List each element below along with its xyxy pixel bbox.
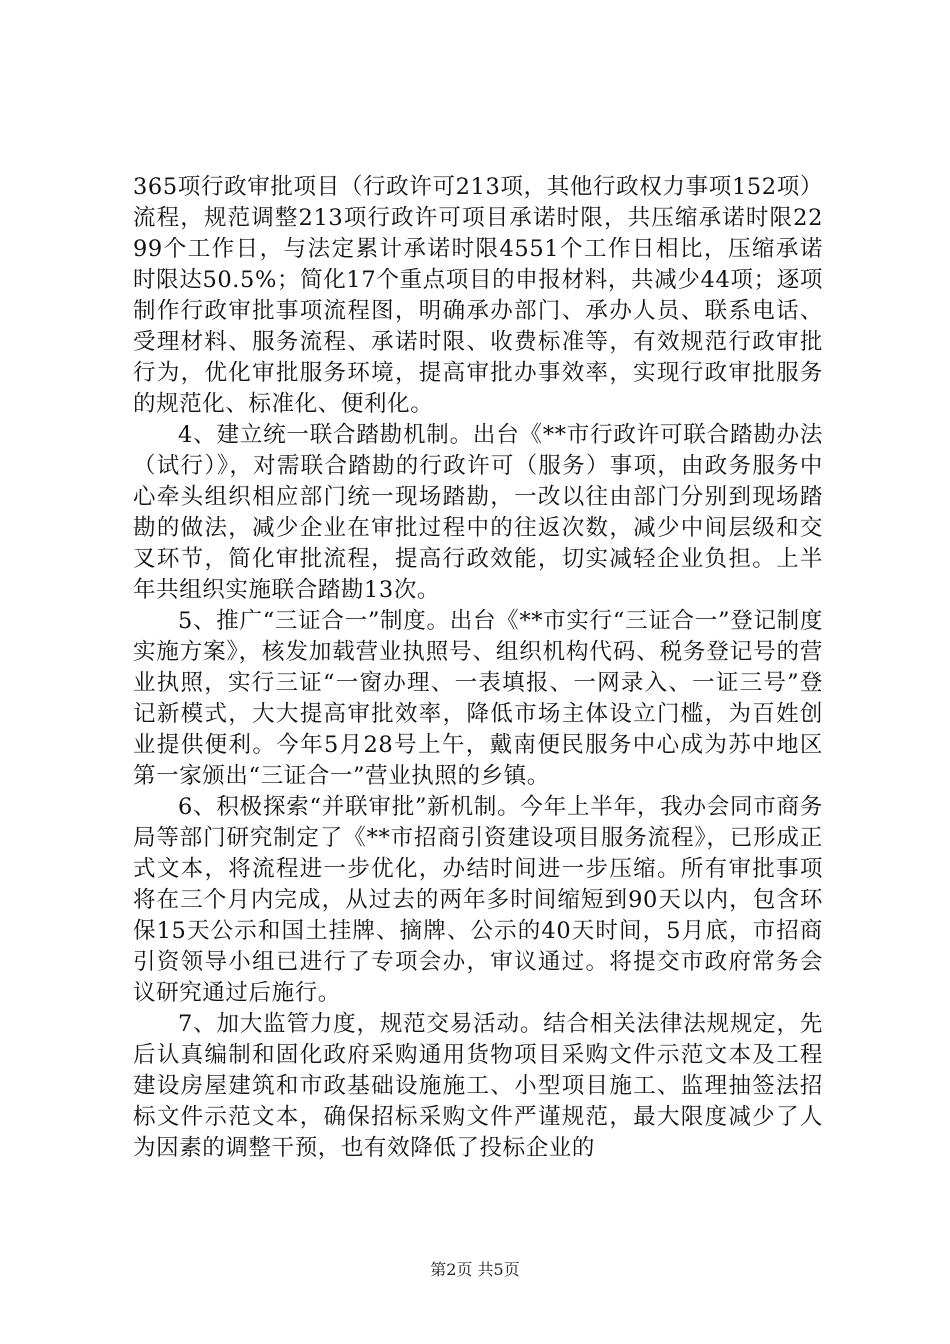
document-body bbox=[133, 172, 823, 1164]
paragraph-item-4: 4、建立统一联合踏勘机制。出台《**市行政许可联合踏勘办法（试行）》，对需联合踏勘的行政许可（服务）事项，由政务服务中心牵头组织相应部门统一现场踏勘，一改以往由部门分别到现场踏勘的做法，减少企业在审批过程中的往返次数，减少中间层级和交叉环节，简化审批流程，提高行政效能，切实减轻企业负担。上半年共组织实施联合踏勘13次。 bbox=[133, 422, 823, 603]
paragraph-item-6: 6、积极探索“并联审批”新机制。今年上半年，我办会同市商务局等部门研究制定了《**市招商引资建设项目服务流程》，已形成正式文本，将流程进一步优化，办结时间进一步压缩。所有审批事项将在三个月内完成，从过去的两年多时间缩短到90天以内，包含环保15天公示和国土挂牌、摘牌、公示的40天时间，5月底，市招商引资领导小组已进行了专项会办，审议通过。将提交市政府常务会议研究通过后施行。 bbox=[133, 794, 823, 1006]
paragraph-continuation: 365项行政审批项目（行政许可213项，其他行政权力事项152项）流程，规范调整213项行政许可项目承诺时限，共压缩承诺时限2299个工作日，与法定累计承诺时限4551个工作日相比，压缩承诺时限达50.5%；简化17个重点项目的申报材料，共减少44项；逐项制作行政审批事项流程图，明确承办部门、承办人员、联系电话、受理材料、服务流程、承诺时限、收费标准等，有效规范行政审批行为，优化审批服务环境，提高审批办事效率，实现行政审批服务的规范化、标准化、便利化。 bbox=[133, 174, 823, 417]
paragraph-item-7: 7、加大监管力度，规范交易活动。结合相关法律法规规定，先后认真编制和固化政府采购通用货物项目采购文件示范文本及工程建设房屋建筑和市政基础设施施工、小型项目施工、监理抽签法招标文件示范文本，确保招标采购文件严谨规范，最大限度减少了人为因素的调整干预，也有效降低了投标企业的 bbox=[133, 1011, 823, 1161]
page-number-footer: 第2页 共5页 bbox=[430, 1260, 520, 1279]
paragraph-item-5: 5、推广“三证合一”制度。出台《**市实行“三证合一”登记制度实施方案》，核发加载营业执照号、组织机构代码、税务登记号的营业执照，实行三证“一窗办理、一表填报、一网录入、一证三号”登记新模式，大大提高审批效率，降低市场主体设立门槛，为百姓创业提供便利。今年5月28号上午，戴南便民服务中心成为苏中地区第一家颁出“三证合一”营业执照的乡镇。 bbox=[133, 608, 823, 789]
